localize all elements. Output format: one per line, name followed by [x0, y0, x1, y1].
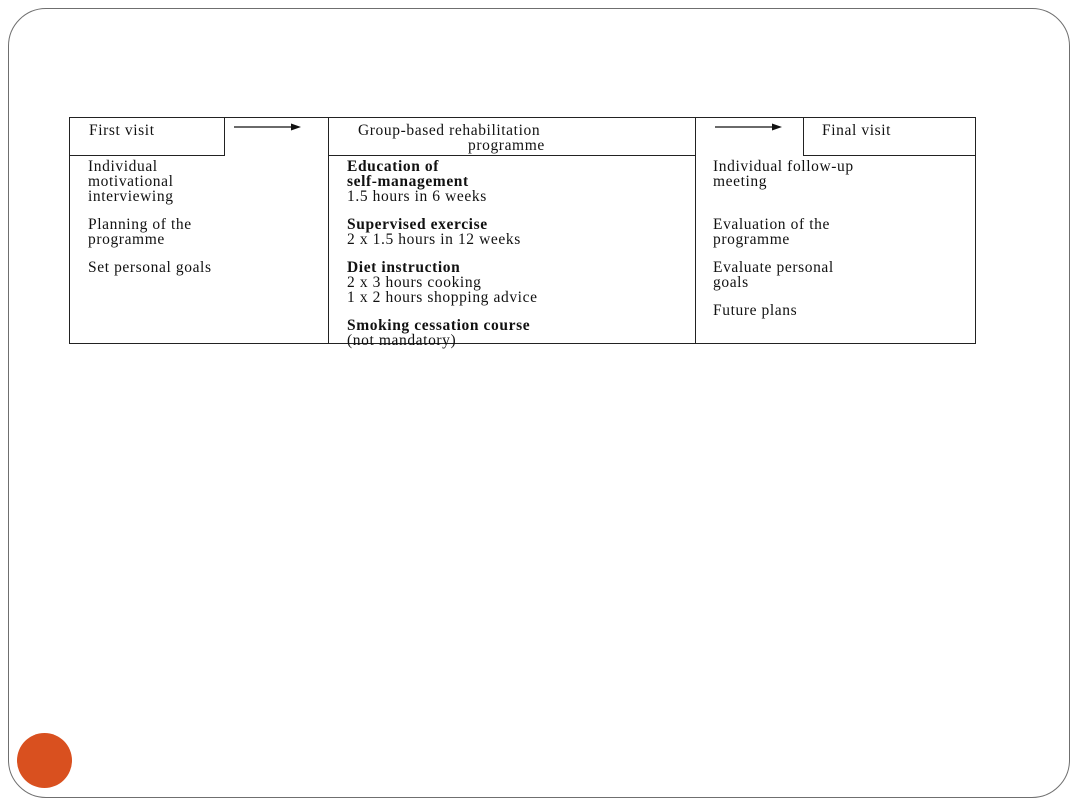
first-visit-item-1-line-3: interviewing: [88, 188, 174, 205]
rehabilitation-flow-diagram: [69, 117, 976, 349]
first-visit-item-3-line-1: Set personal goals: [88, 259, 212, 276]
programme-item-3-detail-1: 2 x 3 hours cooking: [347, 274, 482, 291]
arrow-to-final-visit-icon: [714, 121, 784, 133]
final-visit-item-3-line-1: Evaluate personal: [713, 259, 834, 276]
final-visit-items: [713, 159, 854, 318]
final-visit-item-3-line-2: goals: [713, 274, 749, 291]
final-visit-item-2-line-1: Evaluation of the: [713, 216, 830, 233]
programme-item-3-title: Diet instruction: [347, 259, 461, 276]
programme-item-2-detail-1: 2 x 1.5 hours in 12 weeks: [347, 231, 521, 248]
programme-header-line1: Group-based rehabilitation: [358, 122, 541, 139]
final-visit-header: Final visit: [822, 122, 892, 139]
programme-item-2-title: Supervised exercise: [347, 216, 488, 233]
programme-header-box: [328, 117, 696, 156]
final-visit-header-box: [803, 117, 976, 156]
first-visit-item-1-line-1: Individual: [88, 158, 158, 175]
arrow-to-programme-icon: [233, 121, 303, 133]
final-visit-item-2-line-2: programme: [713, 231, 790, 248]
programme-item-4-detail-1: (not mandatory): [347, 332, 457, 349]
final-visit-item-1-line-2: meeting: [713, 173, 768, 190]
final-visit-item-4-line-1: Future plans: [713, 302, 798, 319]
first-visit-header-box: [69, 117, 225, 156]
programme-item-1-detail-1: 1.5 hours in 6 weeks: [347, 188, 487, 205]
first-visit-item-2-line-2: programme: [88, 231, 165, 248]
first-visit-item-1-line-2: motivational: [88, 173, 174, 190]
programme-header-line2: programme: [468, 137, 545, 154]
final-visit-item-1-line-1: Individual follow-up: [713, 158, 854, 175]
programme-item-1-title-line-1: Education of: [347, 158, 440, 175]
programme-item-1-title-line-2: self-management: [347, 173, 469, 190]
programme-item-3-detail-2: 1 x 2 hours shopping advice: [347, 289, 538, 306]
first-visit-item-2-line-1: Planning of the: [88, 216, 192, 233]
first-visit-items: [88, 159, 212, 275]
slide-accent-dot: [17, 733, 72, 788]
programme-item-4-title: Smoking cessation course: [347, 317, 531, 334]
first-visit-header: First visit: [89, 122, 155, 139]
programme-items: [347, 159, 538, 348]
